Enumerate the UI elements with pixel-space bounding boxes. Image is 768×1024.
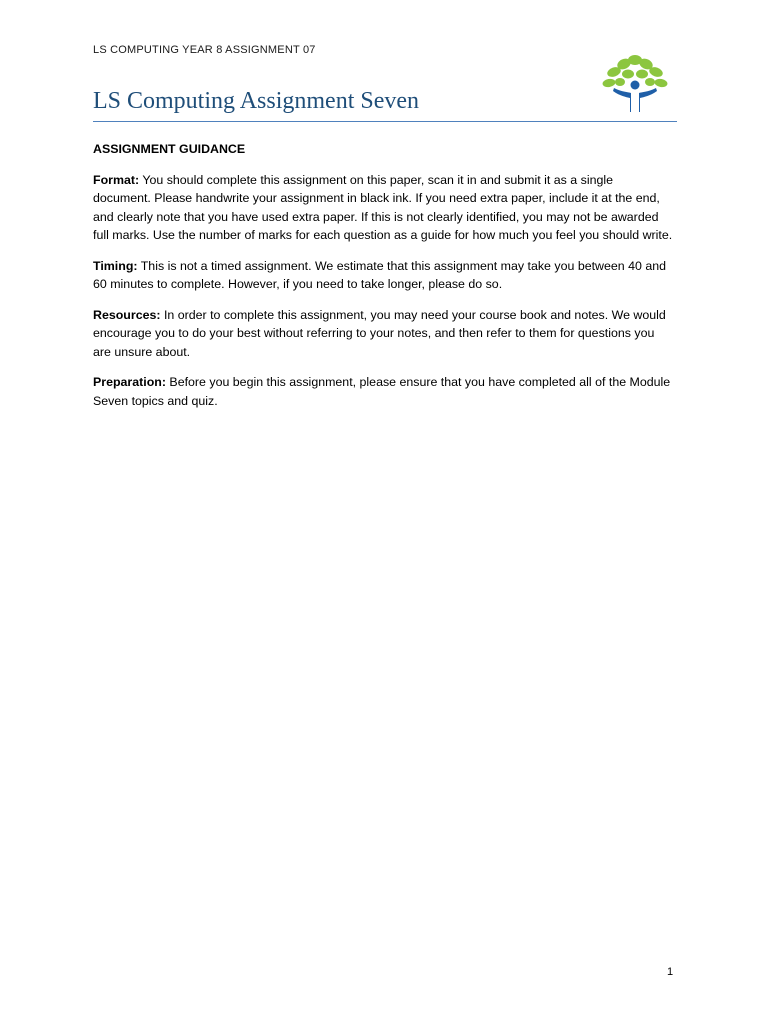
section-heading: ASSIGNMENT GUIDANCE — [93, 142, 246, 156]
preparation-label: Preparation: — [93, 375, 166, 389]
preparation-paragraph — [93, 373, 673, 410]
title-rule — [93, 121, 677, 122]
tree-person-logo-icon — [600, 52, 670, 114]
running-header: LS COMPUTING YEAR 8 ASSIGNMENT 07 — [93, 44, 316, 56]
timing-text: This is not a timed assignment. We estimate that this assignment may take you between 40 and 60 minutes to complete. However, if you need to take longer, please do so. — [93, 258, 666, 291]
guidance-section — [93, 140, 673, 422]
format-text: You should complete this assignment on this paper, scan it in and submit it as a single document. Please handwrite your assignment in black ink. If you need extra paper, include it at the end, and clearly note that you have used extra paper. If this is not clearly identified, you may not be awarded full marks. Use the number of marks for each question as a guide for how much you feel you should write. — [93, 172, 673, 242]
preparation-text: Before you begin this assignment, please ensure that you have completed all of the Module Seven topics and quiz. — [93, 375, 671, 408]
resources-paragraph — [93, 306, 673, 362]
timing-paragraph — [93, 257, 673, 294]
timing-label: Timing: — [93, 258, 138, 273]
format-label: Format: — [93, 172, 140, 187]
document-title: LS Computing Assignment Seven — [93, 88, 420, 114]
format-paragraph — [93, 171, 673, 245]
resources-text: In order to complete this assignment, you may need your course book and notes. We would encourage you to do your best without referring to your notes, and then refer to them for questions you are unsure about. — [93, 307, 666, 359]
page-number: 1 — [667, 966, 674, 978]
resources-label: Resources: — [93, 307, 161, 322]
